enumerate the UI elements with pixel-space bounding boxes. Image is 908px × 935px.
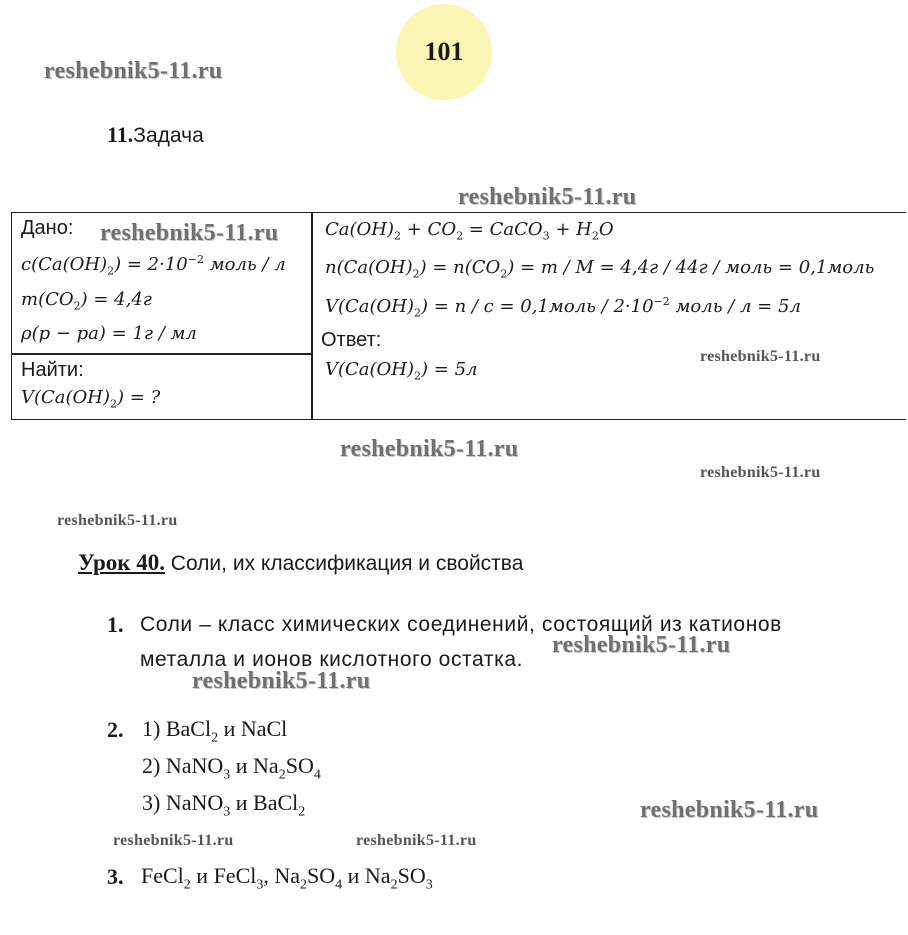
item-1-line-2: металла и ионов кислотного остатка. (140, 648, 524, 671)
given-mass: $m(CO_2) = 4,4г$ (21, 289, 152, 313)
watermark: reshebnik5-11.ru (44, 58, 223, 84)
item-2-pair-1: 1) BaCl$_2$ и NaCl (142, 716, 288, 746)
task-number: 11. (107, 122, 134, 147)
item-3-pairs: FeCl$_2$ и FeCl$_3$, $Na_2SO_4$ и $Na_2SO_3$ (141, 863, 433, 893)
item-2-number: 2. (107, 717, 124, 742)
lesson-number: Урок 40. (78, 550, 166, 575)
given-find-divider (11, 353, 311, 355)
problem-table (11, 212, 906, 420)
given-density: ρ(р − ра) = 1г / мл (21, 323, 197, 344)
given-concentration: $c(Ca(OH)_2) = 2\cdot 10^{-2}$ моль / л (21, 253, 286, 278)
find-expression: $V(Ca(OH)_2)$ = ? (21, 387, 161, 411)
reaction-equation: $Ca(OH)_2 + CO_2$ = CaCO$_3$ + $H_2O$ (325, 219, 614, 243)
moles-equation: $n(Ca(OH)_2) = n(CO_2) = m / M = 4,4г / 44г$ / моль = 0,1моль (325, 257, 875, 281)
item-1-line-1: Соли – класс химических соединений, состоящий из катионов (140, 613, 782, 636)
watermark: reshebnik5-11.ru (100, 220, 279, 246)
answer-label: Ответ: (321, 329, 382, 351)
given-label: Дано: (21, 217, 74, 239)
watermark: reshebnik5-11.ru (192, 668, 371, 694)
column-divider (311, 213, 313, 419)
watermark: reshebnik5-11.ru (700, 348, 821, 365)
lesson-topic: Соли, их классификация и свойства (170, 552, 524, 575)
watermark: reshebnik5-11.ru (640, 797, 819, 823)
item-2-pair-3: 3) NaNO$_3$ и BaCl$_2$ (142, 790, 306, 820)
item-1-number: 1. (107, 612, 124, 637)
watermark: reshebnik5-11.ru (552, 632, 731, 658)
item-2-pair-2: 2) NaNO$_3$ и $Na_2SO_4$ (142, 753, 321, 783)
find-label: Найти: (21, 359, 84, 381)
watermark: reshebnik5-11.ru (57, 512, 178, 529)
watermark: reshebnik5-11.ru (340, 436, 519, 462)
page-number: 101 (424, 37, 464, 66)
page-number-badge (396, 4, 492, 100)
watermark: reshebnik5-11.ru (700, 464, 821, 481)
task-title: Задача (133, 124, 204, 147)
watermark: reshebnik5-11.ru (458, 184, 637, 210)
task-heading (107, 122, 204, 148)
answer-expression: $V(Ca(OH)_2) = 5л$ (325, 359, 478, 383)
volume-equation: $V(Ca(OH)_2) = n / c$ = 0,1моль / $2\cdot 10^{-2}$ моль / л = 5л (325, 295, 801, 320)
watermark: reshebnik5-11.ru (356, 832, 477, 849)
item-3-number: 3. (107, 864, 124, 889)
lesson-title (78, 550, 523, 576)
watermark: reshebnik5-11.ru (113, 832, 234, 849)
